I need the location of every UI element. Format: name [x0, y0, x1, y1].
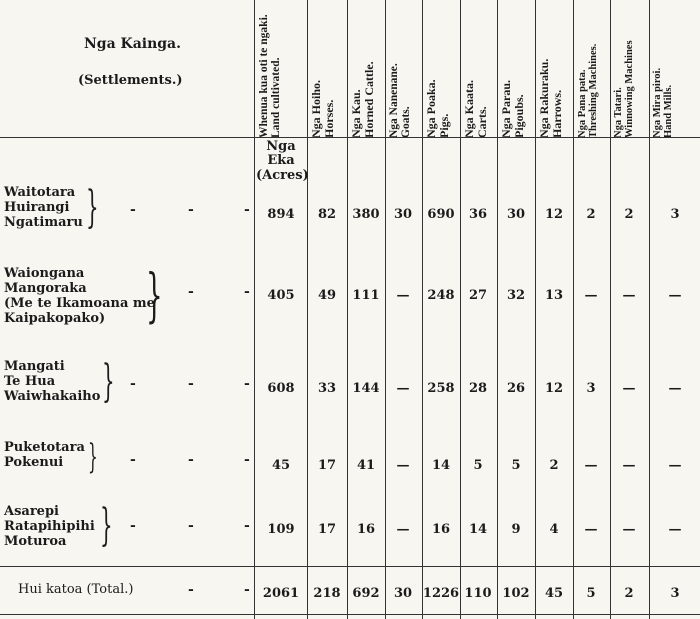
table-cell: 82 [317, 207, 337, 222]
table-cell: 16 [356, 522, 376, 537]
col-header-cattle: Nga Kau. Horned Cattle. [349, 61, 376, 138]
total-cell: 218 [313, 586, 341, 601]
leader-dash: - [244, 582, 250, 598]
leader-dash: - [244, 518, 250, 534]
col-header-pigs: Nga Poaka. Pigs. [424, 79, 451, 138]
col-header-threshing: Nga Pana pata. Threshing Machines. [577, 43, 600, 138]
table-cell: 49 [317, 288, 337, 303]
table-cell: — [622, 522, 636, 537]
header-rule [0, 137, 700, 138]
leader-dash: - [244, 452, 250, 468]
total-cell: 45 [544, 586, 564, 601]
leader-dash: - [130, 202, 136, 218]
total-cell: 110 [464, 586, 492, 601]
leader-dash: - [244, 202, 250, 218]
table-cell: 144 [352, 381, 380, 396]
brace: } [88, 437, 98, 477]
leader-dash: - [244, 284, 250, 300]
table-cell: 2 [624, 207, 634, 222]
table-cell: 248 [427, 288, 455, 303]
col-header-winnowing: Nga Tatari. Winnowing Machines [613, 40, 636, 138]
table-cell: 33 [317, 381, 337, 396]
total-cell: 2 [624, 586, 634, 601]
table-cell: 30 [506, 207, 526, 222]
table-title: Nga Kainga. [84, 36, 182, 52]
leader-dash: - [188, 518, 194, 534]
table-cell: — [584, 522, 598, 537]
total-cell: 30 [393, 586, 413, 601]
leader-dash: - [130, 376, 136, 392]
bottom-rule [0, 614, 700, 615]
table-cell: 3 [586, 381, 596, 396]
table-cell: 111 [352, 288, 380, 303]
total-cell: 1226 [422, 586, 460, 601]
table-cell: — [584, 288, 598, 303]
table-cell: — [396, 381, 410, 396]
table-cell: 9 [511, 522, 521, 537]
table-cell: 28 [468, 381, 488, 396]
table-cell: 14 [431, 458, 451, 473]
col-header-handmills: Nga Mira piroi. Hand Mills. [652, 67, 675, 138]
table-cell: 17 [317, 458, 337, 473]
total-cell: 102 [502, 586, 530, 601]
table-cell: — [396, 522, 410, 537]
total-cell: 692 [352, 586, 380, 601]
table-cell: 4 [549, 522, 559, 537]
table-cell: 12 [544, 207, 564, 222]
total-cell: 3 [670, 586, 680, 601]
table-cell: 17 [317, 522, 337, 537]
table-cell: 32 [506, 288, 526, 303]
table-cell: 894 [267, 207, 295, 222]
table-cell: 405 [267, 288, 295, 303]
total-cell: 2061 [262, 586, 300, 601]
table-cell: 13 [544, 288, 564, 303]
brace: } [100, 500, 113, 551]
table-cell: 5 [473, 458, 483, 473]
leader-dash: - [188, 284, 194, 300]
table-cell: 36 [468, 207, 488, 222]
table-cell: 16 [431, 522, 451, 537]
table-cell: — [668, 381, 682, 396]
table-cell: 12 [544, 381, 564, 396]
column-rule [254, 0, 255, 619]
leader-dash: - [130, 518, 136, 534]
table-cell: 109 [267, 522, 295, 537]
table-cell: — [622, 288, 636, 303]
settlement-names: Asarepi Ratapihipihi Moturoa [4, 504, 95, 549]
table-cell: — [396, 288, 410, 303]
table-cell: 258 [427, 381, 455, 396]
leader-dash: - [188, 582, 194, 598]
table-cell: 45 [271, 458, 291, 473]
table-cell: 41 [356, 458, 376, 473]
table-cell: — [668, 522, 682, 537]
table-cell: 30 [393, 207, 413, 222]
settlement-names: Waitotara Huirangi Ngatimaru [4, 185, 83, 230]
leader-dash: - [244, 376, 250, 392]
col-header-carts: Nga Kaata. Carts. [462, 80, 489, 138]
units-label: Nga Eka (Acres) [256, 139, 309, 183]
table-cell: 26 [506, 381, 526, 396]
leader-dash: - [188, 452, 194, 468]
table-cell: 3 [670, 207, 680, 222]
table-cell: — [396, 458, 410, 473]
table-cell: 5 [511, 458, 521, 473]
total-cell: 5 [586, 586, 596, 601]
leader-dash: - [188, 376, 194, 392]
leader-dash: - [188, 202, 194, 218]
brace: } [86, 182, 99, 233]
table-cell: 608 [267, 381, 295, 396]
brace: } [146, 261, 163, 329]
table-cell: 14 [468, 522, 488, 537]
table-subtitle: (Settlements.) [78, 73, 183, 88]
leader-dash: - [130, 452, 136, 468]
table-cell: — [668, 458, 682, 473]
total-label: Hui katoa (Total.) [18, 582, 134, 597]
table-cell: 2 [549, 458, 559, 473]
settlement-names: Waiongana Mangoraka (Me te Ikamoana me Kaipakopako) [4, 266, 155, 326]
table-cell: — [668, 288, 682, 303]
table-cell: — [622, 381, 636, 396]
col-header-goats: Nga Nanenane. Goats. [388, 63, 413, 138]
brace: } [102, 356, 115, 407]
table-cell: — [584, 458, 598, 473]
table-cell: 27 [468, 288, 488, 303]
table-cell: — [622, 458, 636, 473]
settlement-names: Mangati Te Hua Waiwhakaiho [4, 359, 101, 404]
total-rule [0, 566, 700, 567]
table-cell: 380 [352, 207, 380, 222]
table-cell: 690 [427, 207, 455, 222]
col-header-harrows: Nga Rakuraku. Harrows. [537, 58, 564, 138]
table-cell: 2 [586, 207, 596, 222]
col-header-ploughs: Nga Parau. Pigoubs. [499, 80, 526, 138]
col-header-land: Whenua kua oti te ngaki. Land cultivated. [258, 14, 283, 138]
settlement-names: Puketotara Pokenui [4, 440, 85, 470]
col-header-horses: Nga Hoiho. Horses. [309, 79, 336, 138]
